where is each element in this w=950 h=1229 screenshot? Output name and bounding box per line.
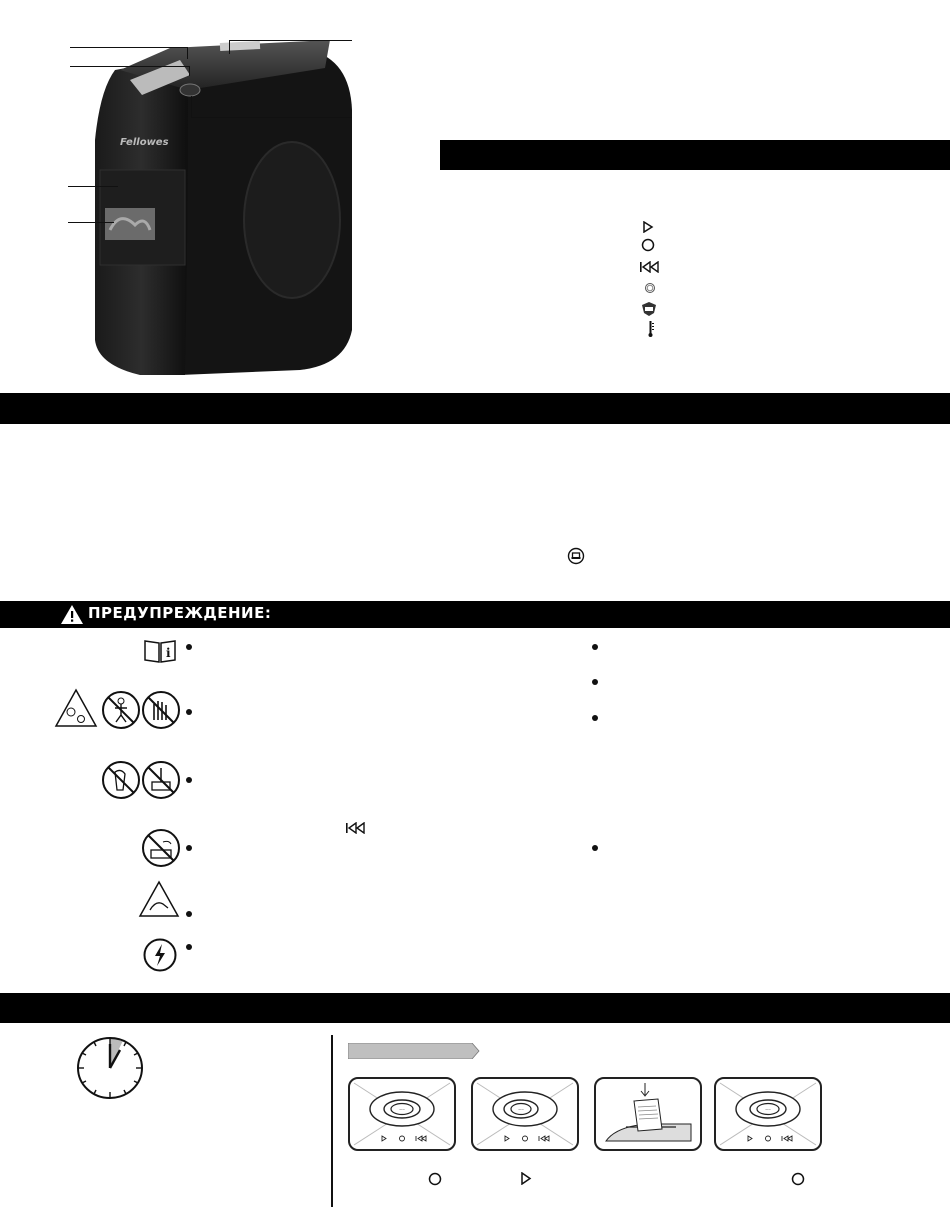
- no-hands-icon: [141, 690, 181, 730]
- reverse-small-icon: [345, 822, 367, 834]
- svg-text:···: ···: [518, 1107, 524, 1114]
- leader-line-4: [192, 117, 352, 118]
- electric-hazard-icon: [143, 938, 177, 972]
- clock-icon: [73, 1032, 147, 1100]
- svg-text:Fellowes: Fellowes: [120, 137, 169, 148]
- section-band-3: [0, 993, 950, 1023]
- warning-bullet: [592, 679, 598, 685]
- warning-triangle-icon: [60, 604, 84, 625]
- leader-line-2: [70, 66, 190, 67]
- play-triangle-icon: [520, 1172, 532, 1185]
- thermometer-icon: [646, 320, 656, 338]
- warning-bullet: [186, 644, 192, 650]
- warning-bullet: [592, 845, 598, 851]
- controls-header-band: [440, 140, 950, 170]
- warning-bullet: [186, 845, 192, 851]
- rotating-parts-icon: [54, 688, 98, 728]
- power-light-icon: [644, 282, 656, 294]
- control-knob-diagram: [350, 1079, 454, 1149]
- warning-label: ПРЕДУПРЕЖДЕНИЕ:: [88, 604, 272, 622]
- column-divider: [331, 1035, 333, 1207]
- sharp-hazard-icon: [138, 880, 180, 918]
- leader-line-6: [68, 222, 114, 223]
- step-arrow-tag: [348, 1043, 480, 1059]
- leader-line-1-drop: [187, 47, 188, 59]
- leader-line-2-drop: [189, 66, 190, 76]
- read-manual-icon: [143, 638, 177, 664]
- leader-line-1: [70, 47, 188, 48]
- section-band-1: [0, 393, 950, 424]
- shredder-illustration: [60, 30, 360, 380]
- step-panel-4: [714, 1077, 822, 1151]
- svg-text:···: ···: [765, 1107, 771, 1114]
- leader-line-5: [68, 186, 118, 187]
- warning-bullet: [592, 644, 598, 650]
- step-panel-3: [594, 1077, 702, 1151]
- paper-insert-diagram: [596, 1079, 700, 1149]
- safelock-icon: [641, 301, 657, 317]
- svg-text:i: i: [166, 646, 171, 660]
- warning-bullet: [186, 944, 192, 950]
- step-panel-2: [471, 1077, 579, 1151]
- off-circle-icon: [428, 1172, 442, 1186]
- leader-line-4-drop: [191, 96, 192, 118]
- svg-text:···: ···: [399, 1107, 405, 1114]
- warning-band: [0, 601, 950, 628]
- step-panel-1: [348, 1077, 456, 1151]
- warning-bullet: [186, 777, 192, 783]
- no-loose-clothing-icon: [101, 760, 141, 800]
- warning-bullet: [186, 709, 192, 715]
- leader-line-3: [230, 40, 352, 41]
- leader-line-3-drop: [229, 40, 230, 54]
- no-hair-icon: [141, 760, 181, 800]
- no-children-icon: [101, 690, 141, 730]
- no-aerosol-icon: [141, 828, 181, 868]
- control-knob-diagram: [473, 1079, 577, 1149]
- reverse-icon: [639, 261, 661, 273]
- control-knob-diagram: [716, 1079, 820, 1149]
- off-circle-icon: [791, 1172, 805, 1186]
- warning-bullet: [592, 715, 598, 721]
- off-circle-icon: [641, 238, 655, 252]
- printer-symbol-icon: [567, 547, 585, 565]
- warning-bullet: [186, 911, 192, 917]
- play-triangle-icon: [642, 221, 654, 233]
